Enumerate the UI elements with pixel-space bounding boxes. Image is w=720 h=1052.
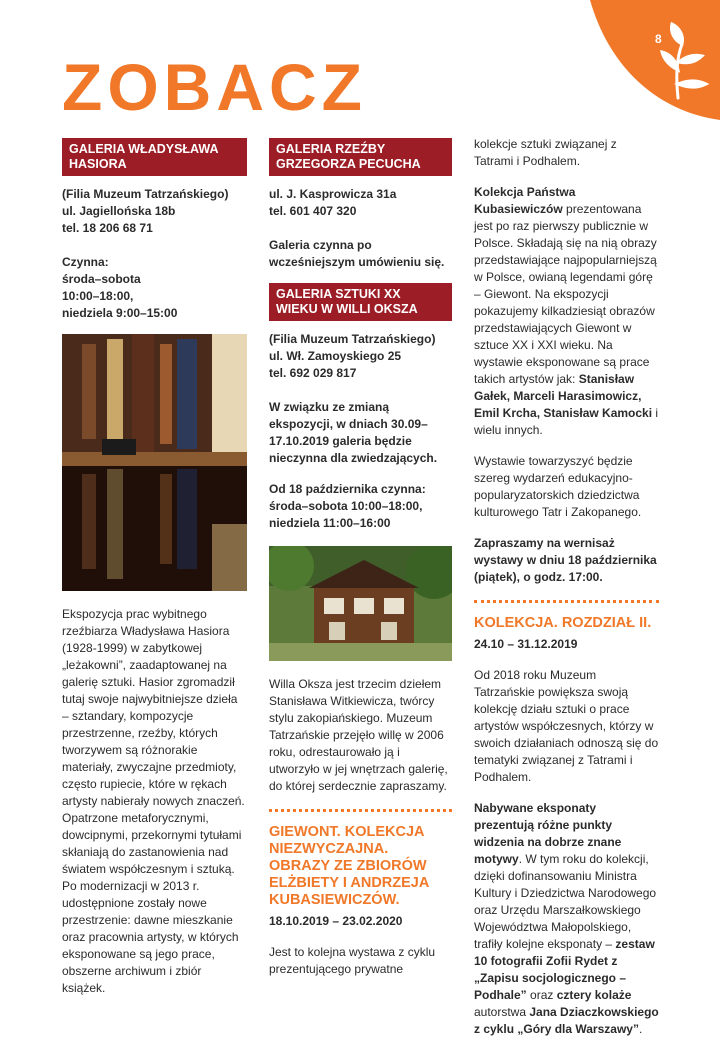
page-title: ZOBACZ — [62, 50, 367, 124]
info-line: (Filia Muzeum Tatrzańskiego) — [269, 332, 436, 346]
exhibition-dates-kolekcja: 24.10 – 31.12.2019 — [474, 637, 578, 651]
section-divider — [474, 600, 659, 603]
artist-names: Stanisław Gałek, Marceli Harasimowicz, Emil Krcha, Stanisław Kamocki — [474, 372, 653, 420]
kolekcja-paragraph: Od 2018 roku Muzeum Tatrzańskie powiększa swoją kolekcję działu sztuki o prace artystów współczesnych, którzy w swoich działaniach odnoszą się do tematyki związanej z Tatrami i Podhalem. — [474, 668, 659, 784]
exhibition-title-giewont: GIEWONT. KOLEKCJA NIEZWYCZAJNA. OBRAZY ZE ZBIORÓW ELŻBIETY I ANDRZEJA KUBASIEWICZÓW. — [269, 824, 429, 908]
info-line — [269, 220, 452, 237]
info-line: środa–sobota — [62, 272, 141, 286]
kubasiewicz-paragraph: Kolekcja Państwa Kubasiewiczów prezentowana jest po raz pierwszy publicznie w Polsce. Składają się na nią obrazy przedstawiające najpopularniejszą w Polsce, owianą legendami górę – Giewont. Na ekspozycji pokazujemy kilkadziesiąt obrazów przedstawiających Giewont w sztuce XX i XXI wieku. Na wystawie eksponowane są prace takich artystów jak: Stanisław Gałek, Marceli Harasimowicz, Emil Krcha, Stanisław Kamocki i wielu innych. — [474, 185, 659, 437]
exhibition-intro-giewont: Jest to kolejna wystawa z cyklu prezentującego prywatne — [269, 945, 436, 976]
info-line: 10:00–18:00, — [62, 289, 134, 303]
hasior-description: Ekspozycja prac wybitnego rzeźbiarza Władysława Hasiora (1928-1999) w zabytkowej „leżakowni”, zaadaptowanej na galerię sztuki. Hasior zgromadził tutaj swoje najwybitniejsze dzieła – sztandary, kompozycje przestrzenne, rzeźby, których tworzywem są różnorakie materiały, zwyczajne przedmioty, często rupiecie, które w rękach artysty nabierały nowych znaczeń. Opatrzone metaforycznymi, dowcipnymi, przekornymi tytułami skłaniają do zastanowienia nad światem współczesnym i sztuką. Po modernizacji w 2013 r. udostępnione zostały nowe przestrzenie: dawne mieszkanie oraz pracownia artysty, w których eksponowane są jego prace, obszerne archiwum i zbiór książek. — [62, 607, 245, 995]
info-line: ul. Wł. Zamoyskiego 25 — [269, 349, 402, 363]
info-line: (Filia Muzeum Tatrzańskiego) — [62, 187, 229, 201]
column-pecuch-oksza — [269, 138, 452, 992]
villa-oksza-photo — [269, 546, 452, 661]
section-header-oksza: GALERIA SZTUKI XX WIEKU W WILLI OKSZA — [269, 283, 452, 321]
info-line: ul. J. Kasprowicza 31a — [269, 187, 397, 201]
pecuch-info — [269, 186, 452, 271]
exhibition-dates-giewont: 18.10.2019 – 23.02.2020 — [269, 914, 403, 928]
acquisitions-paragraph: Nabywane eksponaty prezentują różne punkty widzenia na dobrze znane motywy. W tym roku do kolekcji, dzięki dofinansowaniu Ministra Kultury i Dziedzictwa Narodowego oraz Urzędu Marszałkowskiego Województwa Małopolskiego, trafiły kolejne eksponaty – zestaw 10 fotografii Zofii Rydet z „Zapisu socjologicznego – Podhale” oraz cztery kolaże autorstwa Jana Dziaczkowskiego z cyklu „Góry dla Warszawy”. — [474, 801, 659, 1036]
hasior-gallery-photo — [62, 334, 247, 591]
info-line: Czynna: — [62, 255, 109, 269]
exhibition-intro-continued: kolekcje sztuki związanej z Tatrami i Podhalem. — [474, 137, 617, 168]
section-divider — [269, 809, 452, 812]
page-number: 8 — [655, 32, 662, 46]
info-line: niedziela 9:00–15:00 — [62, 306, 178, 320]
vernissage-invitation: Zapraszamy na wernisaż wystawy w dniu 18 października (piątek), o godz. 17:00. — [474, 536, 657, 584]
oksza-description: Willa Oksza jest trzecim dziełem Stanisława Witkiewicza, twórcy stylu zakopiańskiego. Muzeum Tatrzańskie przejęło willę w 2006 roku, odrestaurowało ją i utworzyło w jej wnętrzach galerię, do której serdecznie zapraszamy. — [269, 677, 448, 793]
oksza-hours: Od 18 października czynna: środa–sobota 10:00–18:00, niedziela 11:00–16:00 — [269, 482, 426, 530]
collection-name: Kolekcja Państwa Kubasiewiczów — [474, 185, 576, 216]
corner-wheat-decoration — [590, 0, 720, 120]
section-header-pecuch: GALERIA RZEŹBY GRZEGORZA PECUCHA — [269, 138, 452, 176]
info-line: tel. 18 206 68 71 — [62, 221, 153, 235]
column-hasior — [62, 138, 247, 1011]
info-line — [62, 237, 247, 254]
oksza-notice: W związku ze zmianą ekspozycji, w dniach 30.09–17.10.2019 galeria będzie nieczynna dla zwiedzających. — [269, 400, 438, 465]
column-exhibitions — [474, 138, 659, 1052]
hasior-info — [62, 186, 247, 322]
info-line: ul. Jagiellońska 18b — [62, 204, 176, 218]
section-header-hasior: GALERIA WŁADYSŁAWA HASIORA — [62, 138, 247, 176]
events-paragraph: Wystawie towarzyszyć będzie szereg wydarzeń edukacyjno-popularyzatorskich dziedzictwa kulturowego Tatr i Zakopanego. — [474, 454, 642, 519]
info-line: Galeria czynna po wcześniejszym umówieniu się. — [269, 238, 445, 269]
exhibition-title-kolekcja: KOLEKCJA. ROZDZIAŁ II. — [474, 615, 652, 631]
info-line: tel. 601 407 320 — [269, 204, 357, 218]
info-line: tel. 692 029 817 — [269, 366, 357, 380]
oksza-info — [269, 331, 452, 382]
